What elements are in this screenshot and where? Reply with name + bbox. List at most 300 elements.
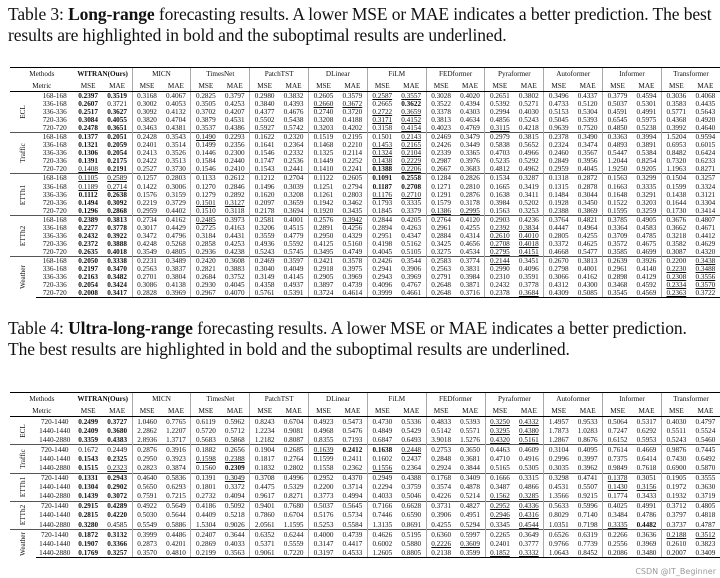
metric-header: MSE <box>603 80 632 92</box>
horizon-cell: 336-168 <box>42 182 67 191</box>
value-cell: 0.2708 <box>401 182 422 191</box>
value-cell: 0.1271 <box>426 183 455 191</box>
value-cell: 0.3275 <box>426 248 455 257</box>
value-cell: 0.2848 <box>426 454 455 463</box>
value-cell: 0.3424 <box>107 281 127 290</box>
value-cell: 0.4053 <box>166 100 186 109</box>
value-cell: 0.3147 <box>309 539 338 548</box>
model-header: PatchTST <box>250 393 309 406</box>
value-cell: 0.4515 <box>283 223 304 232</box>
value-cell: 0.4202 <box>342 124 363 133</box>
value-cell: 0.2422 <box>132 157 161 165</box>
value-cell: 0.3994 <box>632 133 661 142</box>
table-row <box>10 492 720 502</box>
value-cell: 0.1279 <box>191 191 220 199</box>
value-cell: 0.3731 <box>426 501 455 511</box>
value-cell: 0.1386 <box>426 207 455 216</box>
value-cell: 0.5317 <box>636 417 657 426</box>
value-cell: 0.3035 <box>544 463 573 473</box>
model-header: Transformer <box>661 393 720 406</box>
value-cell: 0.3372 <box>544 240 573 248</box>
value-cell: 0.5030 <box>132 511 161 520</box>
value-cell: 0.2803 <box>161 174 190 183</box>
table-row <box>10 133 720 142</box>
value-cell: 0.3417 <box>103 289 132 298</box>
value-cell: 0.2252 <box>342 157 363 166</box>
value-cell: 0.2979 <box>485 133 514 142</box>
value-cell: 0.6953 <box>661 141 690 149</box>
value-cell: 0.5745 <box>283 247 304 256</box>
value-cell: 0.5037 <box>603 100 632 108</box>
value-cell: 0.6352 <box>250 530 279 540</box>
value-cell: 0.4132 <box>166 108 186 117</box>
header-methods-row <box>10 68 720 81</box>
value-cell: 0.5649 <box>162 501 191 511</box>
dataset-label-cell <box>10 501 36 529</box>
value-cell: 0.3999 <box>367 289 396 298</box>
value-cell: 0.3051 <box>632 473 661 483</box>
value-cell: 0.6414 <box>636 454 657 463</box>
value-cell: 0.2143 <box>397 133 426 142</box>
value-cell: 0.4248 <box>132 240 161 248</box>
metric-header: MAE <box>632 405 661 417</box>
metric-header: MAE <box>691 405 720 417</box>
value-cell: 0.4220 <box>107 511 128 520</box>
table3-caption <box>8 4 712 46</box>
value-cell: 0.1449 <box>309 157 338 165</box>
value-cell: 0.3730 <box>166 165 186 174</box>
value-cell: 0.3040 <box>250 265 279 273</box>
value-cell: 0.4255 <box>577 231 598 240</box>
value-cell: 0.3544 <box>397 256 426 265</box>
horizon-cell: 336-168 <box>42 223 67 232</box>
value-cell: 0.4785 <box>636 231 657 240</box>
value-cell: 0.1501 <box>367 133 396 142</box>
value-cell: 0.3489 <box>161 256 190 265</box>
value-cell: 0.5162 <box>401 239 422 248</box>
value-cell: 0.7680 <box>279 501 308 511</box>
value-cell: 0.3250 <box>485 417 514 427</box>
dataset-label: Weather <box>18 532 27 556</box>
value-cell: 0.1212 <box>250 174 279 183</box>
value-cell: 0.4030 <box>518 108 539 117</box>
metric-header: MAE <box>456 405 485 417</box>
value-cell: 0.2638 <box>107 190 127 199</box>
value-cell: 0.8271 <box>283 492 304 501</box>
value-cell: 0.4096 <box>367 281 396 289</box>
value-cell: 0.1774 <box>603 492 632 502</box>
value-cell: 1.7873 <box>544 426 573 435</box>
value-cell: 3.9018 <box>426 435 455 445</box>
value-cell: 1.3717 <box>166 435 186 444</box>
value-cell: 0.2426 <box>367 256 396 265</box>
value-cell: 0.2320 <box>279 133 308 142</box>
value-cell: 0.4188 <box>342 116 363 125</box>
value-cell: 0.4531 <box>224 116 245 125</box>
metric-header: MAE <box>573 405 602 417</box>
value-cell: 0.3969 <box>342 273 363 282</box>
value-cell: 0.3379 <box>401 206 422 215</box>
value-cell: 0.3298 <box>544 473 573 483</box>
value-cell: 0.4703 <box>485 149 514 157</box>
value-cell: 0.3178 <box>460 198 480 207</box>
value-cell: 0.3253 <box>518 206 539 215</box>
value-cell: 0.7220 <box>279 548 308 558</box>
value-cell: 0.3206 <box>250 224 279 232</box>
value-cell: 0.3802 <box>518 92 539 101</box>
value-cell: 0.6590 <box>401 511 422 520</box>
value-cell: 0.5502 <box>250 116 279 124</box>
header-methods-row <box>10 393 720 406</box>
value-cell: 0.2915 <box>74 501 103 511</box>
value-cell: 0.1546 <box>250 149 279 157</box>
value-cell: 0.4922 <box>132 501 161 511</box>
value-cell: 0.3906 <box>401 265 422 273</box>
value-cell: 0.3579 <box>342 92 363 101</box>
value-cell: 0.5392 <box>485 100 514 108</box>
value-cell: 0.3984 <box>485 199 514 207</box>
table-row <box>10 445 720 455</box>
value-cell: 0.3338 <box>103 256 132 265</box>
value-cell: 0.3999 <box>132 530 161 540</box>
value-cell: 0.3813 <box>426 116 455 124</box>
model-header: DLinear <box>309 393 368 406</box>
header-metric-label: Metric <box>10 405 74 417</box>
value-cell: 0.6015 <box>695 141 716 150</box>
value-cell: 0.2241 <box>342 165 363 174</box>
value-cell: 0.2195 <box>338 133 367 142</box>
value-cell: 0.2407 <box>191 530 220 540</box>
model-header: MICN <box>132 68 191 81</box>
value-cell: 0.2753 <box>426 445 455 455</box>
value-cell: 0.3127 <box>224 198 245 207</box>
value-cell: 0.5161 <box>518 435 539 444</box>
value-cell: 0.2994 <box>485 108 514 116</box>
metric-header: MSE <box>661 80 690 92</box>
value-cell: 0.5142 <box>426 426 455 435</box>
value-cell: 0.4162 <box>161 215 190 224</box>
value-cell: 0.4920 <box>695 116 716 125</box>
value-cell: 0.1595 <box>603 207 632 216</box>
value-cell: 0.3832 <box>283 92 304 101</box>
value-cell: 0.3720 <box>342 108 363 117</box>
value-cell: 0.4316 <box>518 511 539 520</box>
value-cell: 0.3378 <box>426 108 455 116</box>
value-cell: 0.2409 <box>78 426 99 435</box>
value-cell: 0.4253 <box>224 100 245 109</box>
header-metric-row <box>10 80 720 92</box>
value-cell: 0.2684 <box>191 273 220 281</box>
value-cell: 0.3719 <box>695 492 716 501</box>
value-cell: 0.2229 <box>401 157 422 166</box>
value-cell: 0.3815 <box>514 133 543 142</box>
horizon-cell: 336-336 <box>42 108 67 117</box>
value-cell: 0.2421 <box>309 256 338 265</box>
metric-header: MSE <box>426 405 455 417</box>
value-cell: 0.4741 <box>573 473 602 483</box>
value-cell: 0.2605 <box>338 174 367 183</box>
dataset-label-cell <box>10 133 36 174</box>
value-cell: 0.3759 <box>401 483 422 492</box>
value-cell: 0.3363 <box>603 133 632 142</box>
table-row <box>10 539 720 548</box>
metric-header: MAE <box>514 80 543 92</box>
value-cell: 0.2828 <box>132 289 161 298</box>
value-cell: 0.4068 <box>695 92 716 101</box>
value-cell: 0.2891 <box>309 224 338 232</box>
value-cell: 0.4402 <box>166 206 186 215</box>
value-cell: 0.5571 <box>460 426 480 435</box>
value-cell: 0.4833 <box>426 417 455 427</box>
value-cell: 0.2378 <box>485 289 514 298</box>
value-cell: 0.2051 <box>103 133 132 142</box>
value-cell: 0.5549 <box>132 520 161 530</box>
value-cell: 0.3956 <box>577 157 598 166</box>
value-cell: 0.3159 <box>166 190 186 199</box>
horizon-cell: 720-336 <box>42 116 67 125</box>
value-cell: 0.5268 <box>166 239 186 248</box>
value-cell: 0.4640 <box>132 473 161 483</box>
value-cell: 0.3649 <box>514 530 543 540</box>
value-cell: 0.4625 <box>577 239 598 248</box>
value-cell: 0.2805 <box>544 232 573 240</box>
value-cell: 0.2397 <box>78 92 98 101</box>
value-cell: 0.7193 <box>342 435 363 444</box>
model-header: TimesNet <box>191 393 250 406</box>
value-cell: 0.4805 <box>166 247 186 256</box>
value-cell: 0.4447 <box>544 224 573 232</box>
table-row <box>10 174 720 183</box>
value-cell: 0.3345 <box>485 520 514 530</box>
value-cell: 0.3158 <box>367 124 396 133</box>
value-cell: 0.3820 <box>132 116 161 124</box>
value-cell: 0.5160 <box>342 239 363 248</box>
value-cell: 0.1189 <box>78 182 98 191</box>
value-cell: 0.2605 <box>309 92 338 101</box>
value-cell: 0.4347 <box>401 231 422 240</box>
value-cell: 0.1522 <box>603 199 632 207</box>
header-metric-row <box>10 405 720 417</box>
value-cell: 0.4676 <box>283 108 304 117</box>
value-cell: 0.3973 <box>220 215 249 224</box>
table-row <box>10 530 720 540</box>
table-row <box>10 224 720 232</box>
value-cell: 0.1291 <box>426 191 455 199</box>
metric-header: MSE <box>485 405 514 417</box>
value-cell: 0.1648 <box>603 191 632 199</box>
value-cell: 0.1296 <box>78 206 98 215</box>
value-cell: 0.1563 <box>485 207 514 216</box>
value-cell: 0.2936 <box>191 248 220 257</box>
value-cell: 0.2478 <box>78 124 98 133</box>
metric-header: MAE <box>456 80 485 92</box>
value-cell: 0.2363 <box>661 289 690 298</box>
value-cell: 0.1599 <box>309 454 338 463</box>
value-cell: 0.2372 <box>78 239 98 248</box>
horizon-cell: 336-336 <box>42 190 67 199</box>
value-cell: 0.1942 <box>309 199 338 207</box>
value-cell: 0.8254 <box>636 157 657 166</box>
table4-caption-rest: forecasting results. A lower MSE or MAE indicates a better prediction. The best results are highlighted in bold and the suboptimal results are underlined. <box>8 318 687 359</box>
value-cell: 0.4951 <box>460 511 480 520</box>
value-cell: 0.2858 <box>191 240 220 248</box>
metric-header: MAE <box>338 80 367 92</box>
value-cell: 0.4968 <box>309 426 338 435</box>
value-cell: 0.2308 <box>661 273 690 281</box>
value-cell: 0.4412 <box>695 231 716 240</box>
value-cell: 0.5393 <box>577 116 598 125</box>
value-cell: 0.1438 <box>367 157 396 165</box>
value-cell: 0.4937 <box>283 281 304 290</box>
table-row <box>10 199 720 207</box>
value-cell: 0.4300 <box>577 281 598 290</box>
value-cell: 0.3132 <box>103 530 132 540</box>
value-cell: 0.8691 <box>401 520 422 529</box>
header-methods-label: Methods <box>10 68 74 81</box>
value-cell: 0.3714 <box>342 483 363 492</box>
value-cell: 0.5720 <box>191 426 220 435</box>
value-cell: 0.6233 <box>695 157 716 166</box>
metric-header: MAE <box>397 80 426 92</box>
value-cell: 0.3463 <box>132 124 161 133</box>
value-cell: 0.5742 <box>283 124 304 133</box>
value-cell: 1.0460 <box>132 417 161 427</box>
value-cell: 0.2685 <box>279 445 308 455</box>
value-cell: 0.2231 <box>132 256 161 265</box>
table-row <box>10 149 720 157</box>
value-cell: 0.4769 <box>460 124 480 133</box>
value-cell: 0.4669 <box>632 445 661 455</box>
value-cell: 0.3630 <box>695 483 716 492</box>
value-cell: 0.1817 <box>250 454 279 463</box>
value-cell: 0.4236 <box>514 215 543 224</box>
value-cell: 0.3694 <box>283 206 304 215</box>
value-cell: 0.3724 <box>309 289 338 298</box>
value-cell: 0.2485 <box>191 215 220 224</box>
value-cell: 0.4020 <box>460 92 480 101</box>
value-cell: 0.4733 <box>544 100 573 108</box>
value-cell: 0.2734 <box>132 215 161 224</box>
table-row <box>10 473 720 483</box>
value-cell: 0.4996 <box>279 473 308 483</box>
value-cell: 0.3087 <box>661 248 690 257</box>
value-cell: 0.1122 <box>309 174 338 183</box>
value-cell: 0.5064 <box>603 417 632 427</box>
value-cell: 0.2266 <box>603 530 632 540</box>
value-cell: 0.7446 <box>367 511 396 520</box>
value-cell: 0.4198 <box>367 240 396 248</box>
value-cell: 0.3709 <box>603 232 632 240</box>
value-cell: 0.1928 <box>544 199 573 207</box>
value-cell: 0.7320 <box>661 157 690 165</box>
value-cell: 0.1270 <box>191 183 220 191</box>
value-cell: 0.1484 <box>544 191 573 199</box>
value-cell: 0.4253 <box>224 239 245 248</box>
table3-caption-bold: Long-range <box>68 4 155 24</box>
value-cell: 0.5393 <box>460 417 480 426</box>
value-cell: 0.3774 <box>456 256 485 265</box>
value-cell: 0.1562 <box>485 492 514 502</box>
value-cell: 0.4201 <box>166 539 186 548</box>
value-cell: 1.2867 <box>544 435 573 445</box>
value-cell: 0.1602 <box>367 454 396 463</box>
value-cell: 0.2432 <box>78 231 98 240</box>
value-cell: 0.1251 <box>309 183 338 191</box>
value-cell: 0.2388 <box>544 207 573 216</box>
value-cell: 0.6119 <box>191 417 220 427</box>
value-cell: 0.1793 <box>367 199 396 207</box>
value-cell: 0.3976 <box>460 157 480 166</box>
table3-caption-rest: forecasting results. A lower MSE or MAE indicates a better prediction. The best results are highlighted in bold and the suboptimal results are underlined. <box>8 4 712 45</box>
table4-ultra-long-range-results <box>10 392 720 558</box>
value-cell: 0.3092 <box>132 108 161 116</box>
header-metric-label: Metric <box>10 80 74 92</box>
value-cell: 0.8355 <box>309 435 338 445</box>
value-cell: 0.5868 <box>224 435 245 444</box>
value-cell: 0.1801 <box>191 483 220 492</box>
dataset-label-cell <box>10 445 36 473</box>
value-cell: 0.6704 <box>283 511 304 520</box>
value-cell: 0.4609 <box>514 445 543 455</box>
table3-long-range-results <box>10 67 720 298</box>
value-cell: 0.2054 <box>78 281 98 290</box>
value-cell: 0.5438 <box>283 116 304 125</box>
value-cell: 0.2795 <box>485 248 514 257</box>
model-header: MICN <box>132 393 191 406</box>
value-cell: 0.3545 <box>603 289 632 298</box>
value-cell: 0.1133 <box>191 174 220 183</box>
dataset-label: ECL <box>18 423 27 438</box>
value-cell: 0.4358 <box>250 281 279 289</box>
value-cell: 0.3797 <box>224 92 245 101</box>
value-cell: 0.4023 <box>426 124 455 133</box>
value-cell: 0.4320 <box>695 247 716 256</box>
value-cell: 0.3992 <box>661 124 690 133</box>
value-cell: 0.3462 <box>342 198 363 207</box>
table-row <box>10 248 720 257</box>
value-cell: 0.3409 <box>456 473 485 483</box>
value-cell: 0.3659 <box>283 198 304 207</box>
value-cell: 0.4095 <box>573 445 602 455</box>
table-row <box>10 183 720 191</box>
value-cell: 0.3257 <box>103 548 132 558</box>
value-cell: 0.8805 <box>397 548 426 558</box>
value-cell: 0.2265 <box>485 530 514 540</box>
value-cell: 0.3519 <box>107 92 127 101</box>
value-cell: 0.5592 <box>283 239 304 248</box>
value-cell: 0.3874 <box>166 464 186 473</box>
value-cell: 0.3962 <box>577 464 598 473</box>
value-cell: 0.7445 <box>691 445 720 455</box>
value-cell: 0.3834 <box>518 223 539 232</box>
value-cell: 0.4739 <box>342 281 363 290</box>
dataset-label-cell <box>10 215 36 256</box>
dataset-label-cell <box>10 417 36 445</box>
metric-header: MSE <box>250 405 279 417</box>
value-cell: 0.4162 <box>577 273 598 282</box>
value-cell: 0.3778 <box>518 281 539 290</box>
value-cell: 0.4821 <box>573 215 602 224</box>
value-cell: 0.5202 <box>518 198 539 207</box>
value-cell: 0.2448 <box>397 445 426 455</box>
dataset-label-cell <box>10 92 36 133</box>
value-cell: 0.2821 <box>191 265 220 273</box>
value-cell: 0.3891 <box>636 141 657 150</box>
value-cell: 0.2648 <box>426 289 455 298</box>
value-cell: 0.2437 <box>401 454 422 463</box>
value-cell: 0.2460 <box>544 149 573 157</box>
value-cell: 0.5120 <box>577 100 598 109</box>
